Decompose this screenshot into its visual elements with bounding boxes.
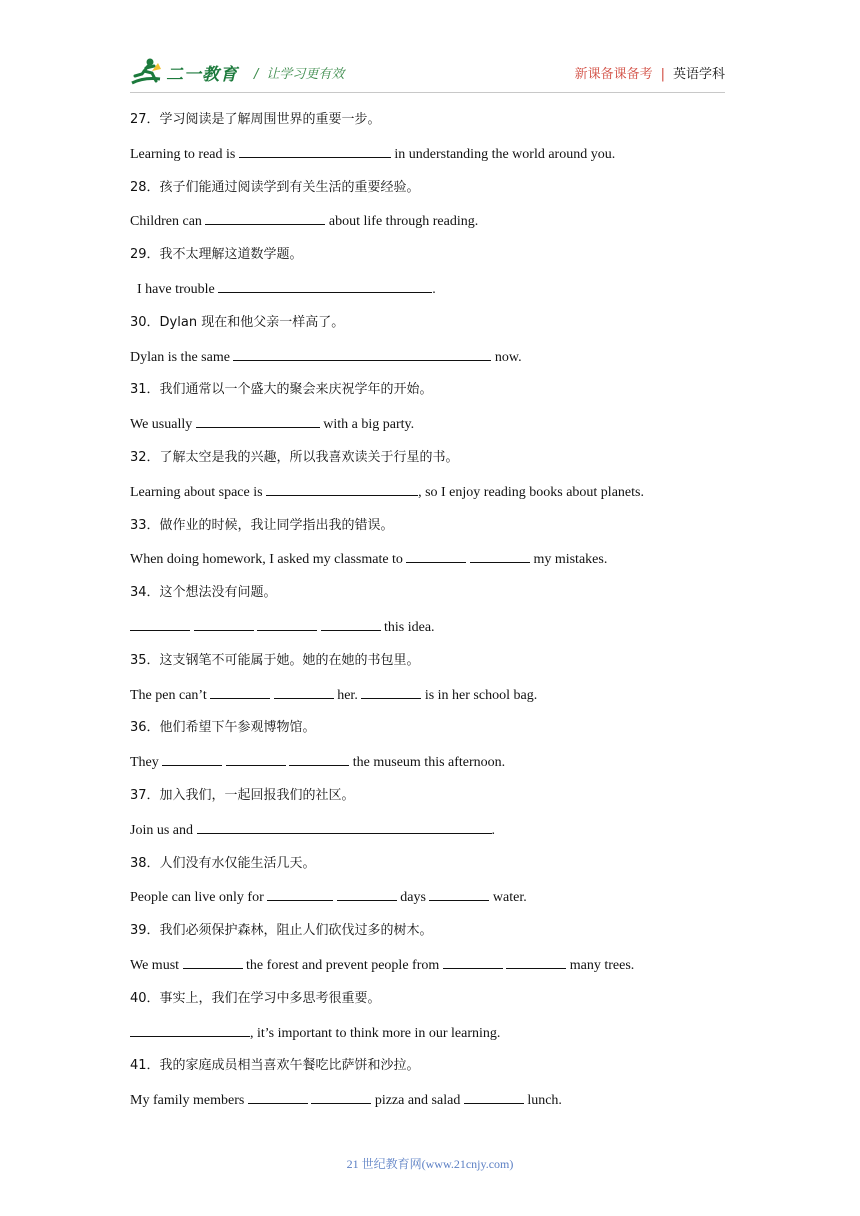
sentence-text: my mistakes. [529,552,608,568]
sentence-text: People can live only for [130,890,268,906]
question-41-chinese: 41．我的家庭成员相当喜欢午餐吃比萨饼和沙拉。 [130,1058,420,1074]
question-28-english [130,212,730,246]
answer-blank[interactable] [205,212,325,225]
answer-blank[interactable] [196,415,320,428]
sentence-text: is in her school bag. [421,687,538,703]
page-footer: 21 世纪教育网(www.21cnjy.com) [346,1157,514,1171]
header-right [575,63,725,82]
question-40-chinese: 40．事实上，我们在学习中多思考很重要。 [130,990,381,1006]
question-30-chinese: 30．Dylan 现在和他父亲一样高了。 [130,314,345,330]
sentence-text: The pen can’t [130,687,211,703]
answer-blank[interactable] [162,753,222,766]
sentence-text: . [491,822,495,838]
question-34-english [130,618,730,652]
sentence-text: When doing homework, I asked my classmate to [130,552,407,568]
answer-blank[interactable] [337,888,397,901]
question-32-english [130,483,730,517]
sentence-text: Join us and [130,822,197,838]
exercise-list [130,111,730,1125]
slogan [254,63,344,82]
question-33-chinese: 33．做作业的时候，我让同学指出我的错误。 [130,517,394,533]
sentence-text: Learning about space is [130,484,267,500]
answer-blank[interactable] [289,753,349,766]
answer-blank[interactable] [233,348,491,361]
question-36-english [130,753,730,787]
header-subject: 英语学科 [672,67,725,82]
answer-blank[interactable] [464,1091,524,1104]
answer-blank[interactable] [210,686,270,699]
question-31-chinese: 31．我们通常以一个盛大的聚会来庆祝学年的开始。 [130,382,433,398]
sentence-text: We usually [130,417,196,433]
sentence-text: lunch. [523,1093,562,1109]
sentence-text: pizza and salad [371,1093,464,1109]
answer-blank[interactable] [443,956,503,969]
question-36-chinese: 36．他们希望下午参观博物馆。 [130,720,316,736]
sentence-text: the forest and prevent people from [242,957,443,973]
answer-blank[interactable] [239,145,391,158]
logo-text: 二一教育 [166,64,238,85]
sentence-text: Learning to read is [130,146,239,162]
sentence-text: . [432,281,436,297]
answer-blank[interactable] [311,1091,371,1104]
question-35-chinese: 35．这支钢笔不可能属于她。她的在她的书包里。 [130,652,420,668]
answer-blank[interactable] [130,618,190,631]
question-37-english [130,821,730,855]
sentence-text: in understanding the world around you. [390,146,616,162]
question-38-english [130,888,730,922]
question-27-chinese: 27．学习阅读是了解周围世界的重要一步。 [130,112,381,127]
question-30-english [130,348,730,382]
sentence-text: about life through reading. [325,214,479,230]
question-29-english [130,280,730,314]
sentence-text: many trees. [566,957,635,973]
sentence-text: , so I enjoy reading books about planets. [418,484,644,500]
answer-blank[interactable] [197,821,492,834]
header-separator: | [660,67,665,82]
sentence-text: the museum this afternoon. [349,755,506,771]
question-40-english [130,1024,730,1058]
question-38-chinese: 38．人们没有水仅能生活几天。 [130,855,316,871]
sentence-text: We must [130,957,183,973]
answer-blank[interactable] [470,550,530,563]
question-41-english [130,1091,730,1125]
question-28-chinese: 28．孩子们能通过阅读学到有关生活的重要经验。 [130,179,420,195]
answer-blank[interactable] [226,753,286,766]
answer-blank[interactable] [429,888,489,901]
answer-blank[interactable] [266,483,418,496]
sentence-text: this idea. [380,619,435,635]
answer-blank[interactable] [321,618,381,631]
question-37-chinese: 37．加入我们，一起回报我们的社区。 [130,787,355,803]
sentence-text: her. [333,687,362,703]
question-32-chinese: 32．了解太空是我的兴趣，所以我喜欢读关于行星的书。 [130,449,459,465]
question-31-english [130,415,730,449]
answer-blank[interactable] [361,686,421,699]
header-divider [130,92,725,93]
question-39-chinese: 39．我们必须保护森林，阻止人们砍伐过多的树木。 [130,923,433,939]
page-header [130,55,725,91]
answer-blank[interactable] [248,1091,308,1104]
answer-blank[interactable] [194,618,254,631]
sentence-text: water. [489,890,527,906]
sentence-text: with a big party. [319,417,415,433]
answer-blank[interactable] [274,686,334,699]
answer-blank[interactable] [406,550,466,563]
runner-logo-icon [130,57,164,87]
question-34-chinese: 34．这个想法没有问题。 [130,585,277,601]
logo [130,57,238,87]
sentence-text: , it’s important to think more in our learning. [250,1025,501,1041]
sentence-text: Dylan is the same [130,349,234,365]
sentence-text: Children can [130,214,206,230]
sentence-text: They [130,755,163,771]
sentence-text: now. [491,349,522,365]
sentence-text: days [396,890,430,906]
answer-blank[interactable] [267,888,333,901]
slogan-text: 让学习更有效 [266,67,345,82]
question-39-english [130,956,730,990]
question-27-english [130,145,730,179]
question-33-english [130,550,730,584]
question-29-chinese: 29．我不太理解这道数学题。 [130,247,303,263]
answer-blank[interactable] [183,956,243,969]
header-course: 新课备课备考 [574,67,653,82]
slogan-slash: / [254,67,259,82]
sentence-text: My family members [130,1093,248,1109]
answer-blank[interactable] [506,956,566,969]
answer-blank[interactable] [130,1024,250,1037]
sentence-text: I have trouble [130,281,219,297]
answer-blank[interactable] [218,280,432,293]
question-35-english [130,686,730,720]
answer-blank[interactable] [257,618,317,631]
